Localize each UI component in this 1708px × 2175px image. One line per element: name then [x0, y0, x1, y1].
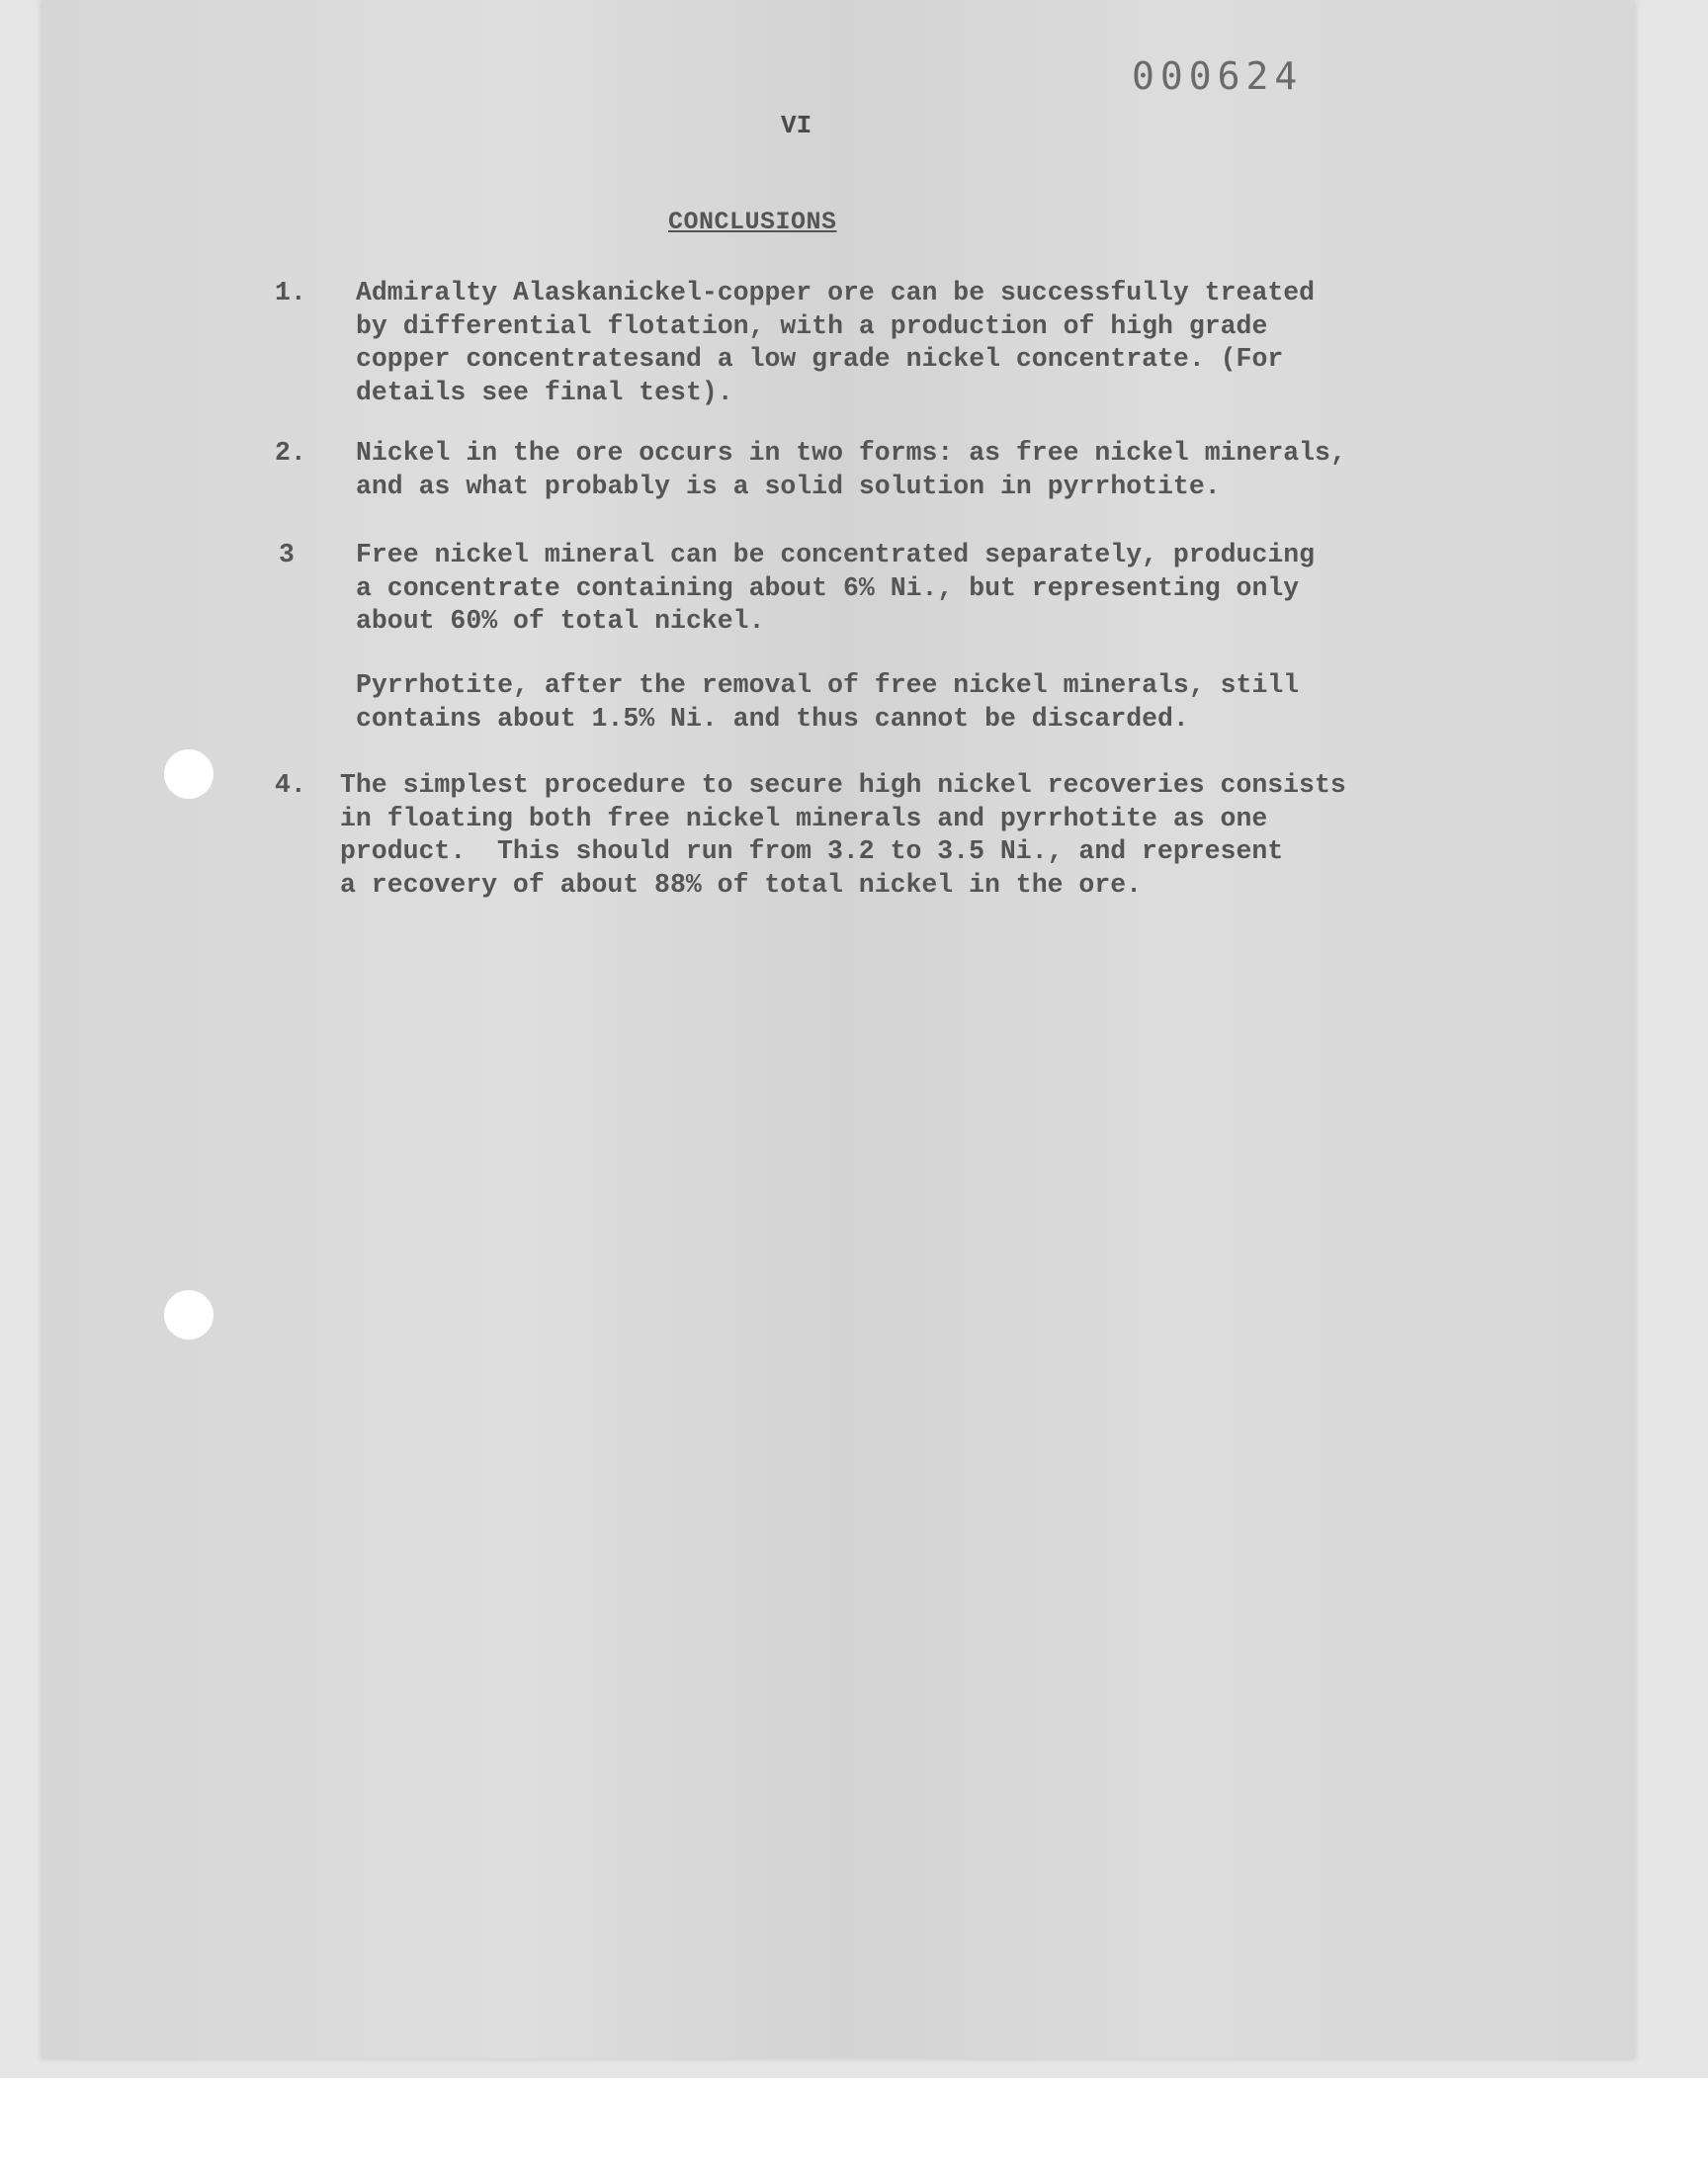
serial-number: 000624: [1132, 54, 1304, 98]
item-number: 2.: [275, 438, 306, 468]
conclusion-item-4: [275, 769, 1346, 902]
item-number: 4.: [275, 770, 306, 800]
text-line: Nickel in the ore occurs in two forms: as free nickel minerals,: [356, 438, 1346, 468]
text-line: a concentrate containing about 6% Ni., but representing only: [356, 572, 1300, 603]
text-line: contains about 1.5% Ni. and thus cannot be discarded.: [356, 703, 1189, 734]
item-number: 1.: [275, 278, 306, 307]
conclusion-item-3-continuation: [356, 669, 1299, 736]
section-number: VI: [781, 111, 812, 140]
conclusion-item-2: [275, 437, 1346, 503]
punch-hole: [164, 749, 214, 799]
conclusion-item-1: [275, 277, 1315, 409]
text-line: Pyrrhotite, after the removal of free nickel minerals, still: [356, 670, 1300, 700]
punch-hole: [164, 1290, 214, 1340]
text-line: Free nickel mineral can be concentrated separately, producing: [356, 540, 1316, 569]
text-line: about 60% of total nickel.: [356, 606, 765, 636]
item-number: 3: [279, 540, 295, 569]
text-line: The simplest procedure to secure high nickel recoveries consists: [340, 770, 1346, 800]
conclusion-item-3: [275, 539, 1315, 639]
text-line: Admiralty Alaskanickel-copper ore can be successfully treated: [356, 278, 1316, 307]
page-title: CONCLUSIONS: [668, 208, 837, 236]
text-line: in floating both free nickel minerals and pyrrhotite as one: [340, 803, 1268, 833]
text-line: product. This should run from 3.2 to 3.5 Ni., and represent: [340, 836, 1284, 866]
item-text: [356, 437, 1346, 503]
text-line: copper concentratesand a low grade nickel concentrate. (For: [356, 344, 1284, 374]
item-text: [356, 277, 1315, 409]
text-line: details see final test).: [356, 377, 733, 407]
text-line: a recovery of about 88% of total nickel in the ore.: [340, 869, 1143, 900]
text-line: by differential flotation, with a production of high grade: [356, 310, 1268, 341]
item-text: [356, 539, 1315, 639]
item-text: [340, 769, 1346, 902]
text-line: and as what probably is a solid solution in pyrrhotite.: [356, 471, 1221, 501]
